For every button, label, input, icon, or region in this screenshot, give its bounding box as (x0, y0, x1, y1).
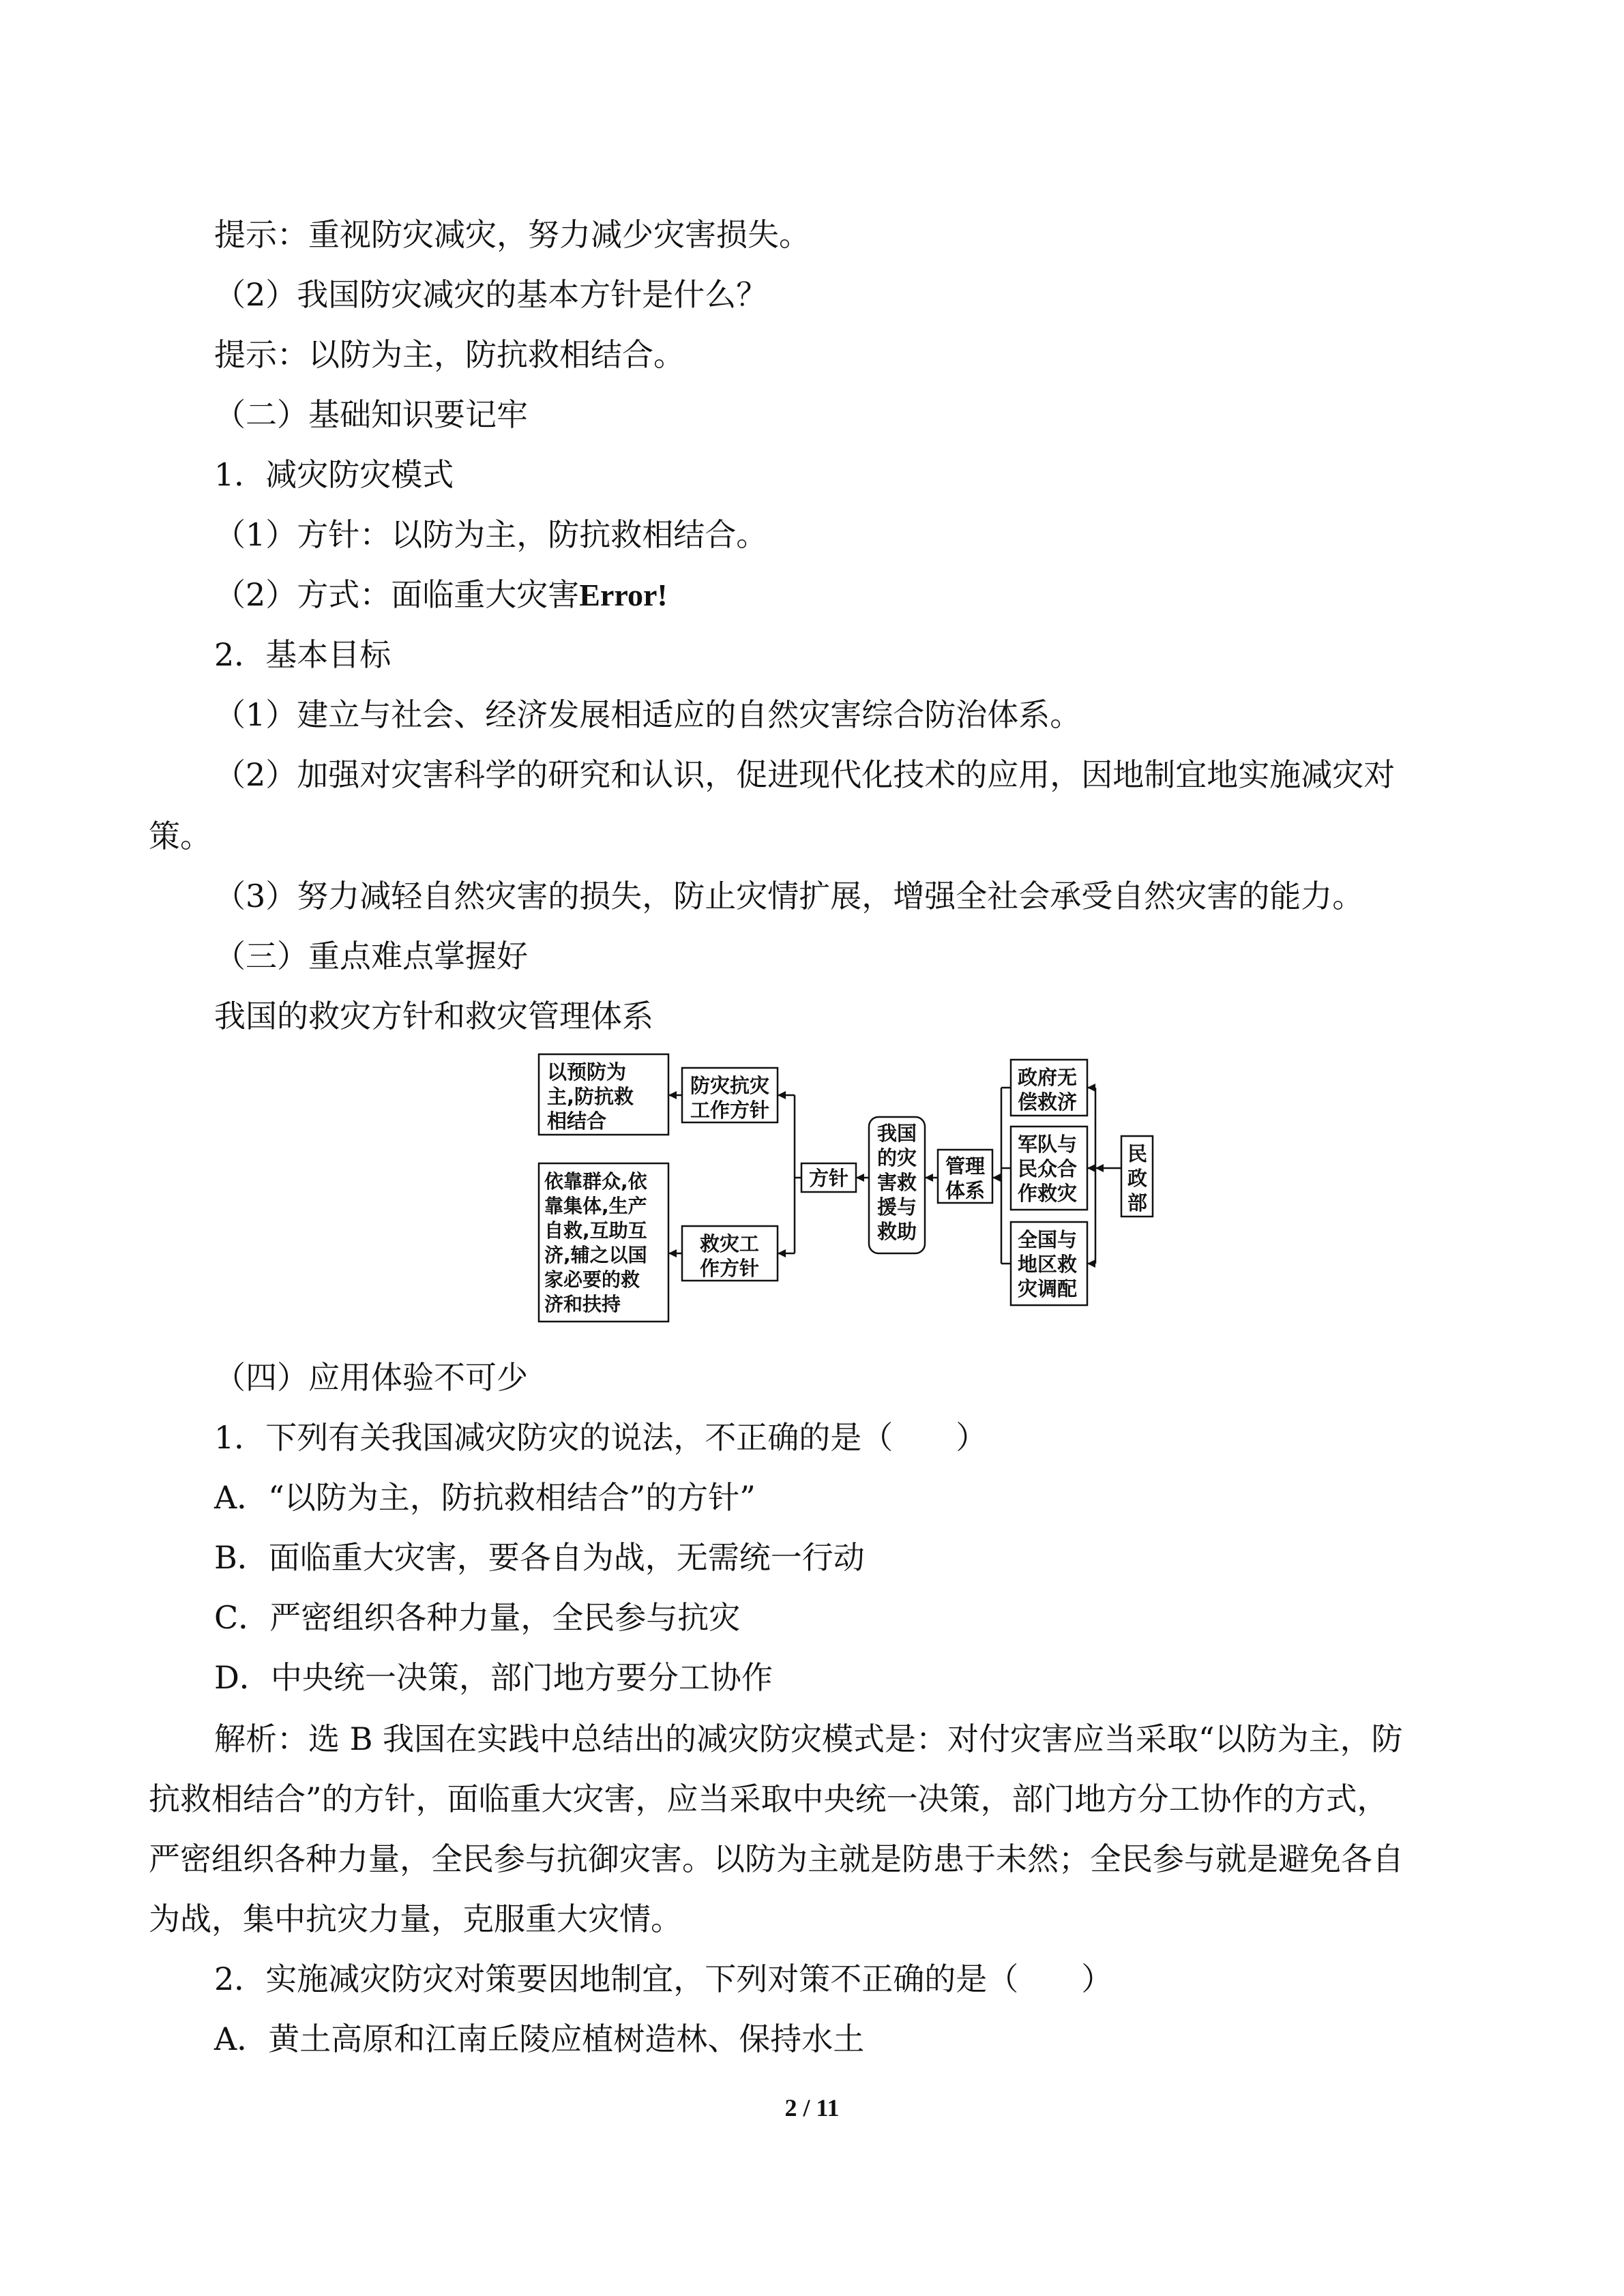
question-text: 2．实施减灾防灾对策要因地制宜，下列对策不正确的是（ ） (214, 1960, 1113, 1997)
national-relief-box: 全国与 地区救 灾调配 (1018, 1228, 1078, 1300)
section-heading: （三）重点难点掌握好 (214, 938, 528, 974)
error-text: Error! (579, 578, 668, 612)
relief-principle-box: 依靠群众,依 靠集体,生产 自救,互助互 济,辅之以国 家必要的救 济和扶持 (544, 1170, 647, 1315)
page-number: 2 / 11 (784, 2094, 840, 2121)
text-line: （2）我国防灾减灾的基本方针是什么？ (214, 276, 768, 313)
text-line (214, 574, 1510, 616)
center-box: 我国 的灾 害救 援与 救助 (877, 1122, 917, 1243)
option-a: A．黄土高原和江南丘陵应植树造林、保持水土 (214, 2021, 865, 2057)
section-heading: （四）应用体验不可少 (214, 1359, 528, 1396)
text-line: 1．减灾防灾模式 (214, 456, 454, 493)
analysis-text: 抗救相结合”的方针，面临重大灾害，应当采取中央统一决策，部门地方分工协作的方式， (149, 1780, 1389, 1817)
option-d: D．中央统一决策，部门地方要分工协作 (214, 1659, 773, 1696)
section-heading: （二）基础知识要记牢 (214, 396, 528, 433)
option-a: A．“以防为主，防抗救相结合”的方针” (214, 1479, 756, 1516)
relief-diagram (532, 1049, 1160, 1328)
text-line: （3）努力减轻自然灾害的损失，防止灾情扩展，增强全社会承受自然灾害的能力。 (214, 878, 1364, 914)
analysis-text: 为战，集中抗灾力量，克服重大灾情。 (149, 1900, 682, 1937)
text-line: （1）建立与社会、经济发展相适应的自然灾害综合防治体系。 (214, 696, 1082, 733)
prevention-principle-box: 以预防为 主,防抗救 相结合 (547, 1060, 634, 1133)
policy-box: 方针 (809, 1167, 849, 1190)
analysis-text: 严密组织各种力量，全民参与抗御灾害。以防为主就是防患于未然；全民参与就是避免各自 (149, 1840, 1404, 1877)
prevention-policy-box: 防灾抗灾 工作方针 (690, 1074, 770, 1122)
analysis-text: 解析：选 B 我国在实践中总结出的减灾防灾模式是：对付灾害应当采取“以防为主，防 (214, 1720, 1403, 1757)
ministry-box: 民 政 部 (1127, 1142, 1148, 1214)
army-relief-box: 军队与 民众合 作救灾 (1018, 1133, 1078, 1205)
text-line: 我国的救灾方针和救灾管理体系 (214, 998, 653, 1034)
text-line: （1）方针：以防为主，防抗救相结合。 (214, 516, 768, 553)
gov-relief-box: 政府无 偿救济 (1018, 1066, 1078, 1114)
text-line: 2．基本目标 (214, 636, 392, 673)
relief-policy-box: 救灾工 作方针 (700, 1232, 760, 1280)
text-line: 提示：以防为主，防抗救相结合。 (214, 336, 685, 373)
text-line: 策。 (149, 818, 211, 854)
management-box: 管理 体系 (945, 1154, 986, 1202)
option-c: C．严密组织各种力量，全民参与抗灾 (214, 1599, 741, 1636)
question-text: 1．下列有关我国减灾防灾的说法，不正确的是（ ） (214, 1419, 988, 1456)
text-line: （2）加强对灾害科学的研究和认识，促进现代化技术的应用，因地制宜地实施减灾对 (214, 756, 1396, 793)
option-b: B．面临重大灾害，要各自为战，无需统一行动 (214, 1539, 865, 1576)
text-segment: （2）方式：面临重大灾害 (214, 576, 580, 613)
text-line: 提示：重视防灾减灾，努力减少灾害损失。 (214, 216, 810, 253)
